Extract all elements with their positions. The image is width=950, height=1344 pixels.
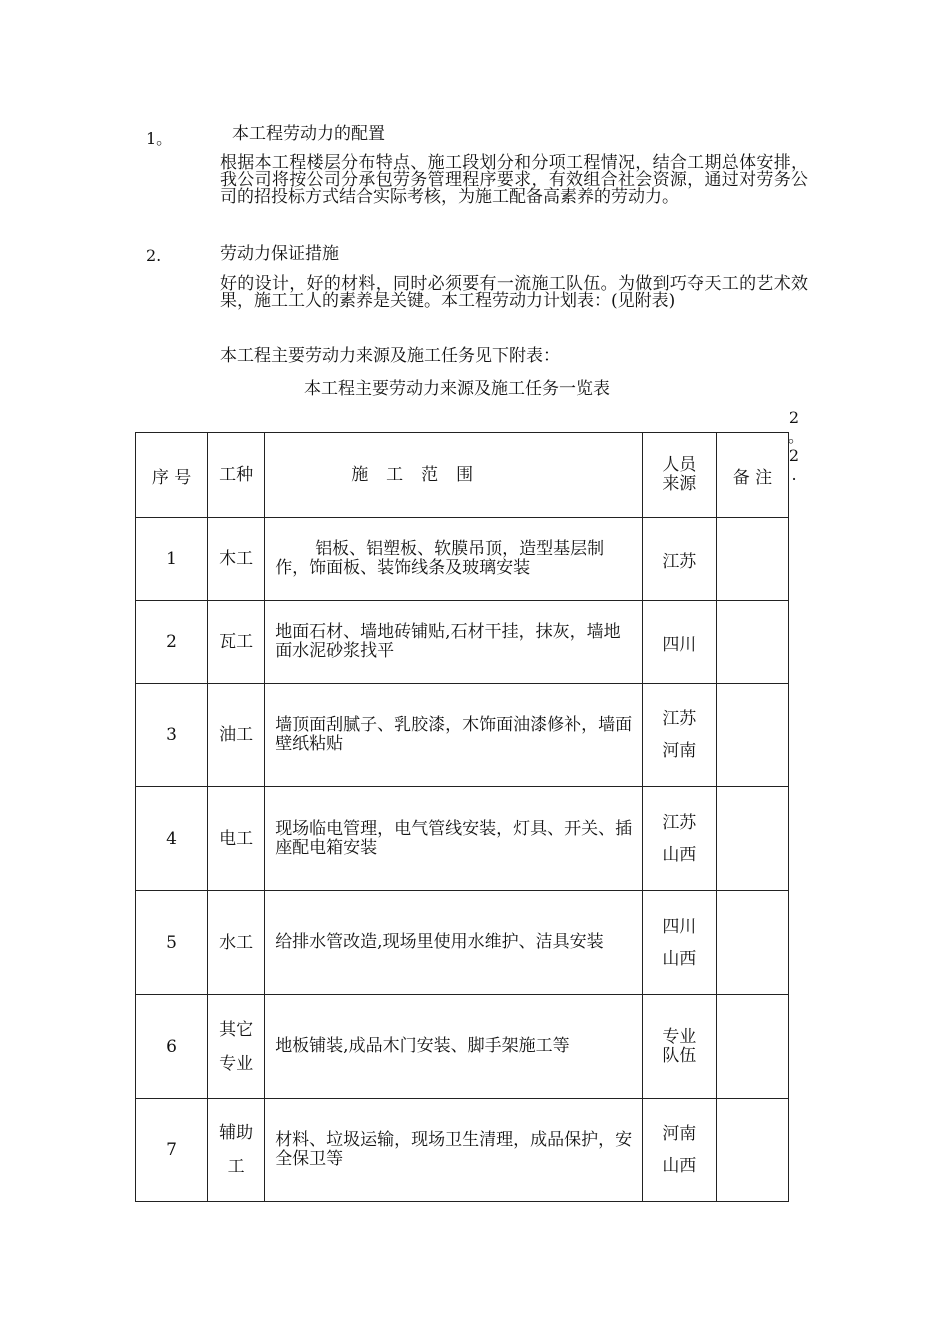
header-type: 工种	[208, 433, 265, 518]
row-type	[208, 1099, 265, 1202]
row-source-line: 四川	[662, 916, 697, 937]
header-note: 备 注	[716, 433, 788, 518]
row-source-line: 队伍	[662, 1045, 697, 1066]
row-note	[716, 891, 788, 995]
section1-body: 根据本工程楼层分布特点、施工段划分和分项工程情况，结合工期总体安排，我公司将按公司分承包劳务管理程序要求，有效组合社会资源，通过对劳务公司的招投标方式结合实际考核，为施工配备高素养的劳动力。	[220, 153, 808, 207]
row-source-line: 江苏	[662, 812, 697, 833]
row-type: 木工	[208, 518, 265, 601]
row-scope: 墙顶面刮腻子、乳胶漆，木饰面油漆修补，墙面壁纸粘贴	[265, 684, 643, 787]
row-note	[716, 1099, 788, 1202]
table-row	[136, 601, 789, 684]
row-source-line: 山西	[662, 948, 697, 969]
row-source: 江苏	[642, 518, 716, 601]
table-row	[136, 995, 789, 1099]
row-scope: 地面石材、墙地砖铺贴,石材干挂，抹灰，墙地面水泥砂浆找平	[265, 601, 643, 684]
row-scope: 地板铺装,成品木门安装、脚手架施工等	[265, 995, 643, 1099]
row-scope: 现场临电管理，电气管线安装，灯具、开关、插座配电箱安装	[265, 787, 643, 891]
table-row	[136, 684, 789, 787]
row-type: 水工	[208, 891, 265, 995]
section1-number: 1。	[146, 129, 173, 148]
section1-heading: 本工程劳动力的配置	[232, 124, 385, 144]
table-row	[136, 518, 789, 601]
row-source	[642, 891, 716, 995]
header-source-line: 来源	[662, 474, 697, 494]
section2-heading: 劳动力保证措施	[220, 244, 339, 264]
row-scope: 材料、垃圾运输，现场卫生清理，成品保护，安全保卫等	[265, 1099, 643, 1202]
row-type: 油工	[208, 684, 265, 787]
row-note	[716, 601, 788, 684]
row-note	[716, 787, 788, 891]
row-source	[642, 787, 716, 891]
row-type: 电工	[208, 787, 265, 891]
section2-number: 2.	[146, 246, 162, 265]
side-note-char: .	[791, 465, 797, 484]
row-source-line: 江苏	[662, 709, 697, 729]
side-note-char: 2	[788, 408, 800, 427]
row-source	[642, 684, 716, 787]
row-type	[208, 995, 265, 1099]
section2-body: 好的设计，好的材料，同时必须要有一流施工队伍。为做到巧夺天工的艺术效果，施工工人的素养是关键。本工程劳动力计划表：(见附表)	[220, 274, 808, 311]
row-source-line: 专业	[662, 1026, 697, 1047]
row-source	[642, 1099, 716, 1202]
row-scope: 铝板、铝塑板、软膜吊顶，造型基层制作，饰面板、装饰线条及玻璃安装	[265, 518, 643, 601]
header-source-line: 人员	[662, 455, 697, 475]
table-header-row	[136, 433, 789, 518]
side-note-char: 2	[788, 446, 800, 465]
row-note	[716, 995, 788, 1099]
row-type-line: 工	[227, 1157, 245, 1177]
row-source-line: 河南	[662, 1124, 697, 1144]
row-seq: 1	[136, 518, 208, 601]
section2-intro: 本工程主要劳动力来源及施工任务见下附表：	[220, 346, 560, 366]
row-note	[716, 518, 788, 601]
labor-table	[135, 432, 789, 1202]
row-source: 四川	[642, 601, 716, 684]
row-seq: 2	[136, 601, 208, 684]
row-source	[642, 995, 716, 1099]
row-type: 瓦工	[208, 601, 265, 684]
side-note	[788, 408, 805, 484]
row-source-line: 河南	[662, 741, 697, 761]
row-type-line: 辅助	[219, 1123, 254, 1143]
header-seq: 序 号	[136, 433, 208, 518]
row-scope: 给排水管改造,现场里使用水维护、洁具安装	[265, 891, 643, 995]
header-source	[642, 433, 716, 518]
row-seq: 7	[136, 1099, 208, 1202]
row-source-line: 山西	[662, 1156, 697, 1176]
row-seq: 5	[136, 891, 208, 995]
row-seq: 3	[136, 684, 208, 787]
table-row	[136, 891, 789, 995]
table-row	[136, 787, 789, 891]
row-seq: 4	[136, 787, 208, 891]
header-scope: 施工范围	[265, 433, 643, 518]
row-note	[716, 684, 788, 787]
table-title: 本工程主要劳动力来源及施工任务一览表	[304, 379, 610, 399]
row-source-line: 山西	[662, 844, 697, 865]
row-seq: 6	[136, 995, 208, 1099]
side-note-char: 。	[788, 427, 805, 446]
row-type-line: 其它	[219, 1019, 254, 1040]
table-row	[136, 1099, 789, 1202]
row-type-line: 专业	[219, 1053, 254, 1074]
